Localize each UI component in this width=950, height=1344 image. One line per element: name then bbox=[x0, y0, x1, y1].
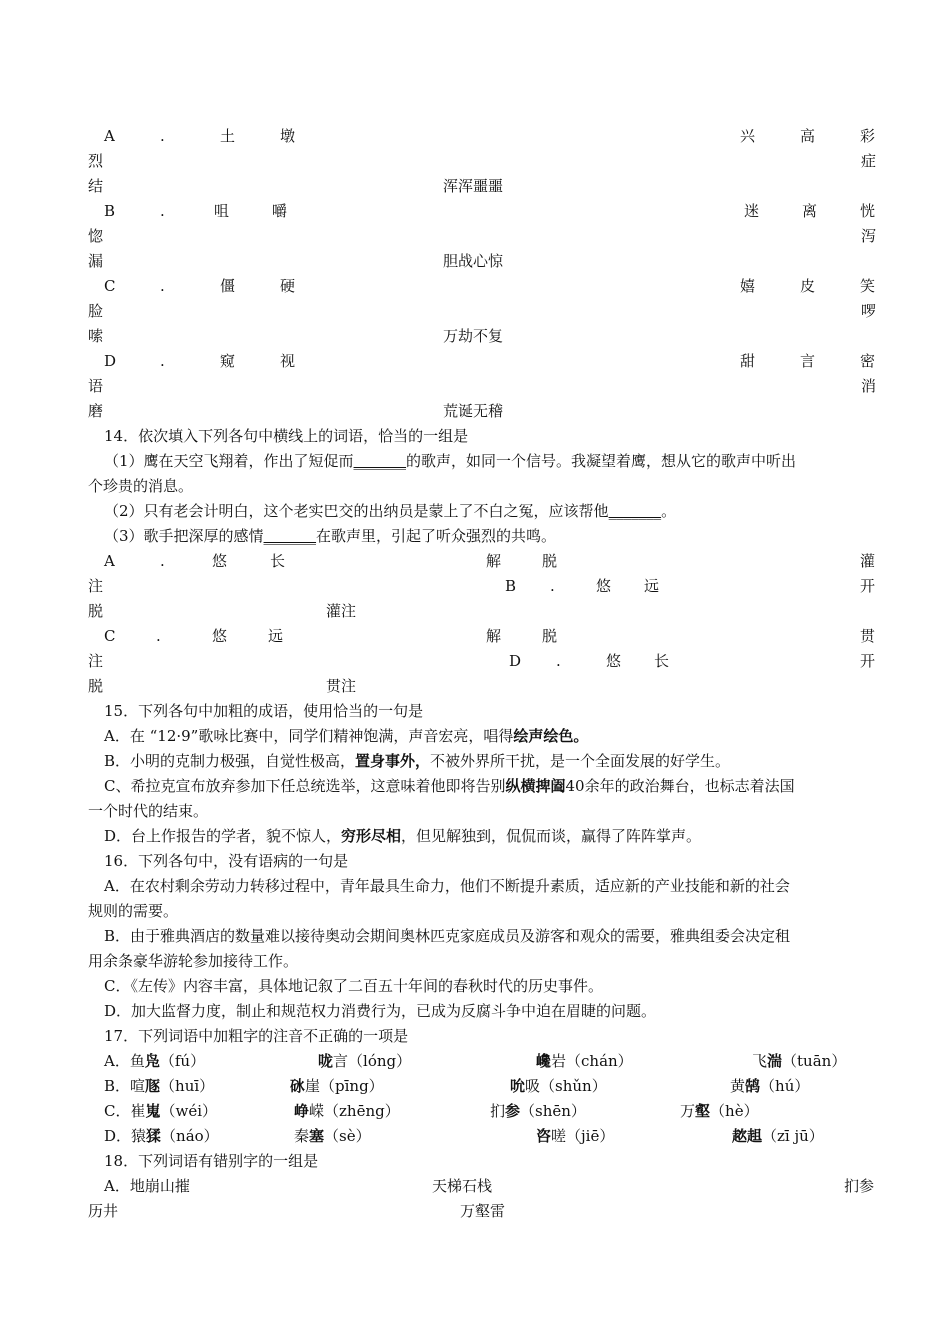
bold-char: 嵬 bbox=[145, 1102, 161, 1120]
q16-stem: 16．下列各句中，没有语病的一句是 bbox=[104, 852, 349, 870]
q13-option-b-line1: B . 咀 嚼 迷 离 恍 bbox=[104, 202, 876, 220]
q13-option-c-line1: C . 僵 硬 嬉 皮 笑 bbox=[104, 277, 876, 295]
q15-option-d: D．台上作报告的学者，貌不惊人，穷形尽相，但见解独到，侃侃而谈，赢得了阵阵掌声。 bbox=[104, 827, 702, 845]
bold-idiom: 穷形尽相 bbox=[341, 827, 402, 845]
answer-blank: _______ bbox=[263, 527, 317, 545]
q13-option-d-line1: D . 窥 视 甜 言 密 bbox=[104, 352, 876, 370]
q16-option-d: D．加大监督力度，制止和规范权力消费行为，已成为反腐斗争中迫在眉睫的问题。 bbox=[104, 1002, 657, 1020]
q13-option-b-line2: 惚 泻 bbox=[88, 227, 876, 245]
bold-char: 砯 bbox=[290, 1077, 306, 1095]
bold-char: 凫 bbox=[144, 1052, 160, 1070]
q18-stem: 18．下列词语有错别字的一组是 bbox=[104, 1152, 319, 1170]
q13-option-a-line3: 结 浑浑噩噩 bbox=[88, 177, 504, 195]
option-letter: A bbox=[104, 127, 115, 145]
q17-option-b: B．喧豗（huī） 砯崖（pīng） 吮吸（shǔn） 黄鹄（hú） bbox=[104, 1077, 810, 1095]
q14-sentence-1-cont: 个珍贵的消息。 bbox=[88, 477, 194, 495]
q13-option-b-line3: 漏 胆战心惊 bbox=[88, 252, 504, 270]
q14-option-d-cont: 脱 贯注 bbox=[88, 677, 357, 695]
q14-sentence-1: （1）鹰在天空飞翔着，作出了短促而_______的歌声，如同一个信号。我凝望着鹰，想从它的歌声中听出 bbox=[104, 452, 797, 470]
q16-option-b: B．由于雅典酒店的数量难以接待奥动会期间奥林匹克家庭成员及游客和观众的需要，雅典组委会决定租 bbox=[104, 927, 791, 945]
q17-option-d: D．猿猱（náo） 秦塞（sè） 咨嗟（jiē） 趑趄（zī jū） bbox=[104, 1127, 824, 1145]
q15-option-b: B．小明的克制力极强，自觉性极高，置身事外，不被外界所干扰，是一个全面发展的好学生。 bbox=[104, 752, 731, 770]
q14-option-b-cont: 脱 灌注 bbox=[88, 602, 357, 620]
q16-option-b-cont: 用余条豪华游轮参加接待工作。 bbox=[88, 952, 299, 970]
bold-char: 湍 bbox=[767, 1052, 783, 1070]
q15-stem: 15．下列各句中加粗的成语，使用恰当的一句是 bbox=[104, 702, 424, 720]
q14-sentence-3: （3）歌手把深厚的感情_______在歌声里，引起了听众强烈的共鸣。 bbox=[104, 527, 557, 545]
q16-option-a-cont: 规则的需要。 bbox=[88, 902, 179, 920]
q17-stem: 17．下列词语中加粗字的注音不正确的一项是 bbox=[104, 1027, 409, 1045]
q14-option-a: A . 悠 长 解 脱 灌 bbox=[104, 552, 876, 570]
bold-char: 参 bbox=[505, 1102, 521, 1120]
bold-char: 豗 bbox=[145, 1077, 161, 1095]
q16-option-a: A．在农村剩余劳动力转移过程中，青年最具生命力，他们不断提升素质，适应新的产业技能和新的社会 bbox=[104, 877, 790, 895]
bold-char: 猱 bbox=[146, 1127, 162, 1145]
bold-idiom: 绘声绘色。 bbox=[513, 727, 589, 745]
q13-option-a-line1: A . 土 墩 兴 高 彩 bbox=[104, 127, 876, 145]
q14-option-b: 注 B . 悠 远 开 bbox=[88, 577, 876, 595]
answer-blank: _______ bbox=[353, 452, 407, 470]
q15-option-c-cont: 一个时代的结束。 bbox=[88, 802, 209, 820]
bold-char: 咙 bbox=[318, 1052, 334, 1070]
q14-stem: 14．依次填入下列各句中横线上的词语，恰当的一组是 bbox=[104, 427, 469, 445]
q13-option-c-line2: 脸 啰 bbox=[88, 302, 876, 320]
bold-char: 峥 bbox=[294, 1102, 310, 1120]
q14-sentence-2: （2）只有老会计明白，这个老实巴交的出纳员是蒙上了不白之冤，应该帮他_______。 bbox=[104, 502, 677, 520]
bold-char: 塞 bbox=[309, 1127, 325, 1145]
q17-option-c: C．崔嵬（wéi） 峥嵘（zhēng） 扪参（shēn） 万壑（hè） bbox=[104, 1102, 759, 1120]
answer-blank: _______ bbox=[608, 502, 662, 520]
bold-char: 吮 bbox=[510, 1077, 526, 1095]
bold-char: 壑 bbox=[695, 1102, 711, 1120]
q18-option-a: A．地崩山摧 天梯石栈 扪参 bbox=[104, 1177, 875, 1195]
q17-option-a: A．鱼凫（fú） 咙言（lóng） 巉岩（chán） 飞湍（tuān） bbox=[104, 1052, 847, 1070]
q14-option-c: C . 悠 远 解 脱 贯 bbox=[104, 627, 876, 645]
q13-option-d-line3: 磨 荒诞无稽 bbox=[88, 402, 504, 420]
bold-char: 鹄 bbox=[745, 1077, 761, 1095]
q16-option-c: C．《左传》内容丰富，具体地记叙了二百五十年间的春秋时代的历史事件。 bbox=[104, 977, 603, 995]
q13-option-c-line3: 嗦 万劫不复 bbox=[88, 327, 504, 345]
q15-option-a: A．在 “12·9”歌咏比赛中，同学们精神饱满，声音宏亮，唱得绘声绘色。 bbox=[104, 727, 589, 745]
bold-idiom: 纵横捭阖 bbox=[505, 777, 566, 795]
q18-option-a-cont: 历井 万壑雷 bbox=[88, 1202, 506, 1220]
q13-option-d-line2: 语 消 bbox=[88, 377, 876, 395]
bold-idiom: 置身事外， bbox=[355, 752, 431, 770]
q15-option-c: C、希拉克宣布放弃参加下任总统选举，这意味着他即将告别纵横捭阖40余年的政治舞台，也标志着法国 bbox=[104, 777, 795, 795]
bold-char: 咨 bbox=[536, 1127, 552, 1145]
bold-char: 趑趄 bbox=[732, 1127, 763, 1145]
bold-char: 巉 bbox=[536, 1052, 552, 1070]
q14-option-d: 注 D . 悠 长 开 bbox=[88, 652, 876, 670]
q13-option-a-line2: 烈 症 bbox=[88, 152, 876, 170]
